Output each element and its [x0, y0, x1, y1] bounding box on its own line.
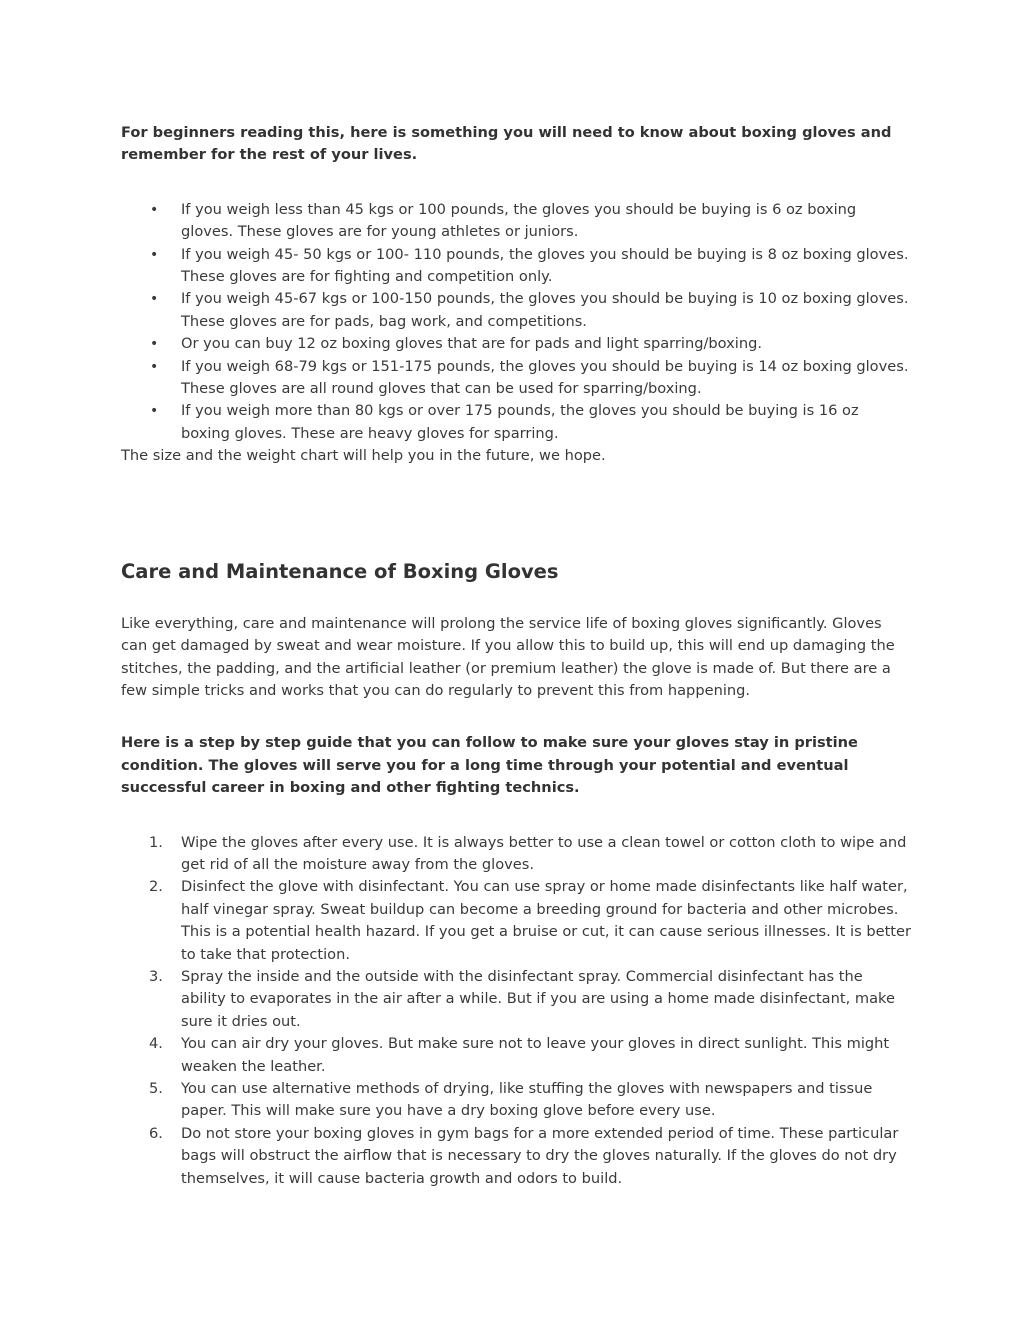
weight-guide-list	[121, 199, 911, 445]
step-text: Disinfect the glove with disinfectant. You can use spray or home made disinfectants like half water, half vinegar spray. Sweat buildup can become a breeding ground for bacteria and other microbes. This is a potential health hazard. If you get a bruise or cut, it can cause serious illnesses. It is better to take that protection.	[181, 878, 912, 963]
list-item-text: If you weigh 45- 50 kgs or 100- 110 pounds, the gloves you should be buying is 8 oz boxing gloves. These gloves are for fighting and competition only.	[181, 245, 909, 286]
bullet-icon: •	[150, 358, 159, 375]
bullet-icon: •	[150, 336, 159, 353]
list-item	[121, 832, 911, 877]
bullet-icon: •	[150, 291, 159, 308]
step-number: 3.	[149, 967, 163, 985]
section-heading: Care and Maintenance of Boxing Gloves	[121, 559, 559, 583]
list-item	[121, 1123, 911, 1190]
list-item	[121, 400, 911, 445]
step-number: 5.	[149, 1080, 163, 1097]
list-item-text: If you weigh more than 80 kgs or over 175 pounds, the gloves you should be buying is 16 oz boxing gloves. These are heavy gloves for sparring.	[181, 402, 859, 442]
care-steps-list	[121, 832, 911, 1191]
guide-intro-paragraph: Here is a step by step guide that you can follow to make sure your gloves stay in pristine condition. The gloves will serve you for a long time through your potential and eventual successful career in boxing and other fighting technics.	[121, 734, 858, 797]
step-number: 2.	[149, 878, 163, 896]
step-number: 4.	[149, 1035, 163, 1053]
closing-paragraph: The size and the weight chart will help you in the future, we hope.	[121, 447, 606, 465]
intro-paragraph: For beginners reading this, here is something you will need to know about boxing gloves and remember for the rest of your lives.	[121, 124, 892, 164]
bullet-icon: •	[150, 201, 159, 218]
bullet-icon: •	[150, 403, 159, 420]
step-text: You can use alternative methods of drying, like stuffing the gloves with newspapers and tissue paper. This will make sure you have a dry boxing glove before every use.	[181, 1080, 873, 1120]
list-item-text: If you weigh less than 45 kgs or 100 pounds, the gloves you should be buying is 6 oz boxing gloves. These gloves are for young athletes or juniors.	[181, 200, 857, 241]
list-item	[121, 199, 911, 244]
care-paragraph: Like everything, care and maintenance will prolong the service life of boxing gloves significantly. Gloves can get damaged by sweat and wear moisture. If you allow this to build up, this will end up damaging the stitches, the padding, and the artificial leather (or premium leather) the glove is made of. But there are a few simple tricks and works that you can do regularly to prevent this from happening.	[121, 614, 895, 699]
step-text: Spray the inside and the outside with the disinfectant spray. Commercial disinfectant has the ability to evaporates in the air after a while. But if you are using a home made disinfectant, make sure it dries out.	[181, 967, 895, 1030]
list-item-text: If you weigh 45-67 kgs or 100-150 pounds, the gloves you should be buying is 10 oz boxing gloves. These gloves are for pads, bag work, and competitions.	[181, 290, 909, 330]
list-item	[121, 876, 911, 966]
list-item	[121, 1078, 911, 1123]
step-text: Do not store your boxing gloves in gym bags for a more extended period of time. These particular bags will obstruct the airflow that is necessary to dry the gloves naturally. If the gloves do not dry themselves, it will cause bacteria growth and odors to build.	[181, 1124, 899, 1187]
list-item	[121, 288, 911, 333]
step-text: Wipe the gloves after every use. It is always better to use a clean towel or cotton cloth to wipe and get rid of all the moisture away from the gloves.	[181, 833, 907, 873]
step-text: You can air dry your gloves. But make sure not to leave your gloves in direct sunlight. This might weaken the leather.	[181, 1035, 890, 1075]
list-item-text: Or you can buy 12 oz boxing gloves that are for pads and light sparring/boxing.	[181, 335, 762, 353]
step-number: 6.	[149, 1124, 163, 1142]
list-item	[121, 1033, 911, 1078]
list-item	[121, 356, 911, 401]
bullet-icon: •	[150, 246, 159, 263]
step-number: 1.	[149, 833, 163, 851]
list-item-text: If you weigh 68-79 kgs or 151-175 pounds, the gloves you should be buying is 14 oz boxing gloves. These gloves are all round gloves that can be used for sparring/boxing.	[181, 357, 909, 398]
list-item	[121, 333, 911, 355]
list-item	[121, 966, 911, 1033]
list-item	[121, 244, 911, 289]
document-page	[121, 122, 911, 1190]
